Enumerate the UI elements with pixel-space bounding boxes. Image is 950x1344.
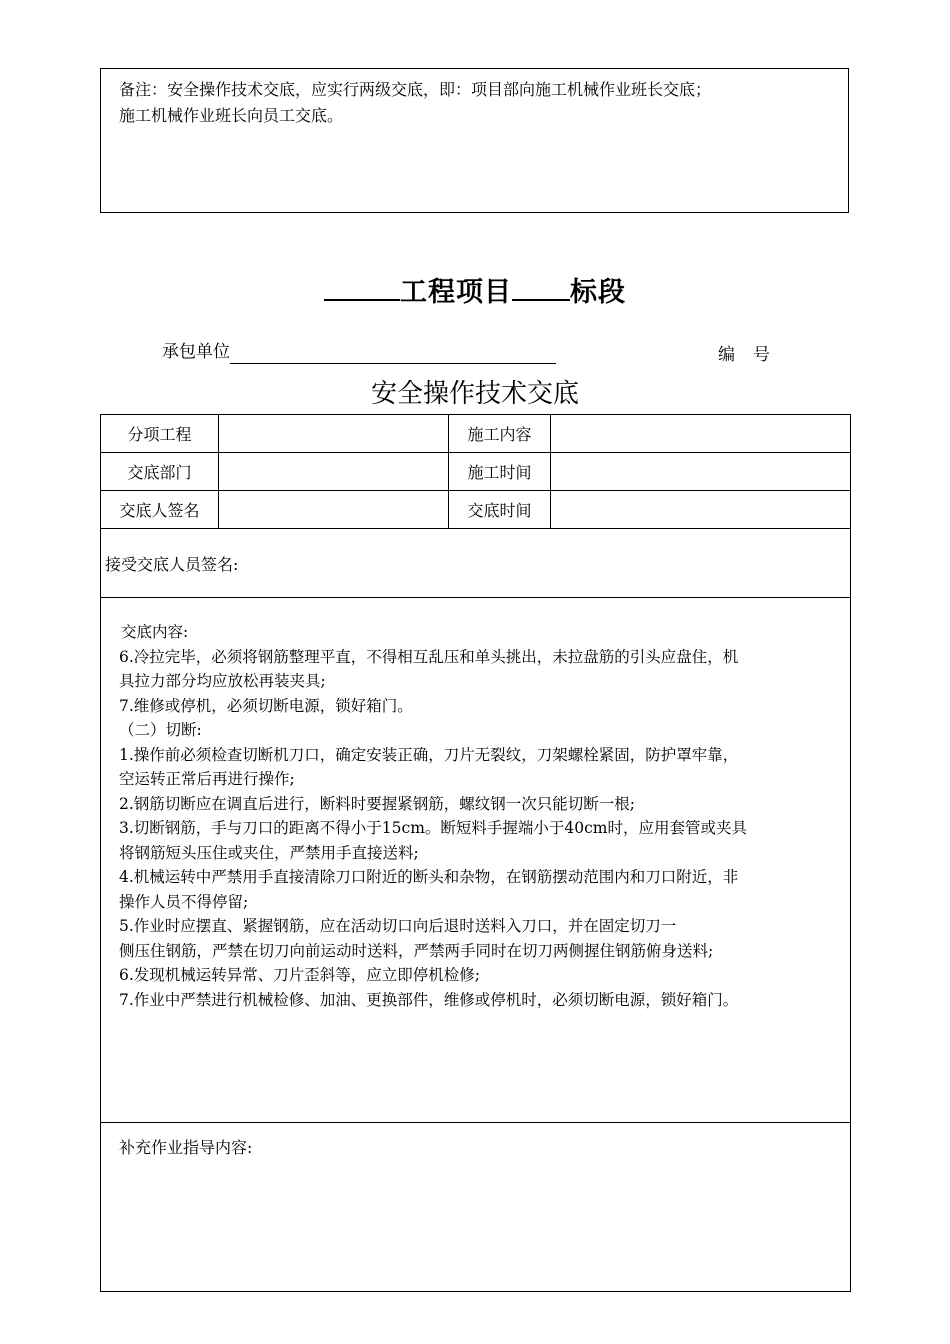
project-title-part2: 标段 <box>570 277 626 308</box>
table-row <box>101 491 851 529</box>
construction-time-field[interactable] <box>551 453 851 491</box>
handover-time-field[interactable] <box>551 491 851 529</box>
content-heading: 交底内容: <box>121 623 189 641</box>
construction-content-label: 施工内容 <box>449 415 551 453</box>
receiver-sign-cell[interactable] <box>101 529 851 598</box>
supplement-cell[interactable] <box>101 1123 851 1292</box>
remark-box <box>100 68 849 213</box>
construction-time-label: 施工时间 <box>449 453 551 491</box>
table-row <box>101 598 851 1123</box>
content-line: 1.操作前必须检查切断机刀口，确定安装正确，刀片无裂纹，刀架螺栓紧固，防护罩牢靠， <box>119 745 739 764</box>
content-line: 7.作业中严禁进行机械检修、加油、更换部件，维修或停机时，必须切断电源，锁好箱门。 <box>119 990 739 1009</box>
construction-content-field[interactable] <box>551 415 851 453</box>
content-line: 7.维修或停机，必须切断电源，锁好箱门。 <box>119 696 413 715</box>
section-name-blank[interactable] <box>512 273 570 301</box>
handover-content-cell <box>101 598 851 1123</box>
content-line: （二）切断: <box>119 721 202 739</box>
project-name-blank[interactable] <box>324 273 400 301</box>
contractor-field[interactable] <box>230 341 556 364</box>
content-line: 操作人员不得停留; <box>119 892 249 911</box>
handover-time-label: 交底时间 <box>449 491 551 529</box>
content-line: 3.切断钢筋，手与刀口的距离不得小于15cm。断短料手握端小于40cm时，应用套管或夹具 <box>119 819 747 837</box>
project-title <box>0 270 950 309</box>
handover-signer-label: 交底人签名 <box>101 491 219 529</box>
contractor-label: 承包单位 <box>162 342 230 362</box>
remark-line-1: 备注：安全操作技术交底，应实行两级交底，即：项目部向施工机械作业班长交底； <box>119 80 712 99</box>
doc-title: 安全操作技术交底 <box>370 379 579 409</box>
content-line: 空运转正常后再进行操作; <box>119 770 295 788</box>
remark-line-2: 施工机械作业班长向员工交底。 <box>119 106 344 125</box>
table-row <box>101 415 851 453</box>
table-row <box>101 453 851 491</box>
content-line: 4.机械运转中严禁用手直接清除刀口附近的断头和杂物，在钢筋摆动范围内和刀口附近，非 <box>119 868 739 886</box>
handover-dept-label: 交底部门 <box>101 453 219 491</box>
number-label: 编号 <box>718 345 788 365</box>
contractor-row <box>162 340 556 364</box>
content-line: 将钢筋短头压住或夹住，严禁用手直接送料; <box>119 843 419 862</box>
content-line: 侧压住钢筋，严禁在切刀向前运动时送料，严禁两手同时在切刀两侧握住钢筋俯身送料; <box>119 941 714 960</box>
content-line: 6.发现机械运转异常、刀片歪斜等，应立即停机检修; <box>119 966 481 984</box>
sub-project-label: 分项工程 <box>101 415 219 453</box>
sub-project-field[interactable] <box>219 415 449 453</box>
content-line: 2.钢筋切断应在调直后进行，断料时要握紧钢筋，螺纹钢一次只能切断一根; <box>119 794 636 813</box>
handover-signer-field[interactable] <box>219 491 449 529</box>
receiver-sign-label: 接受交底人员签名: <box>105 554 239 574</box>
content-line: 具拉力部分均应放松再装夹具; <box>119 672 326 690</box>
project-title-part1: 工程项目 <box>400 277 512 308</box>
supplement-label: 补充作业指导内容: <box>119 1138 253 1157</box>
handover-dept-field[interactable] <box>219 453 449 491</box>
table-row <box>101 529 851 598</box>
content-line: 5.作业时应摆直、紧握钢筋，应在活动切口向后退时送料入刀口，并在固定切刀一 <box>119 917 677 935</box>
content-line: 6.冷拉完毕，必须将钢筋整理平直，不得相互乱压和单头挑出，未拉盘筋的引头应盘住，机 <box>119 647 739 666</box>
content-lines <box>119 645 840 1013</box>
table-row <box>101 1123 851 1292</box>
handover-table <box>100 414 851 1292</box>
